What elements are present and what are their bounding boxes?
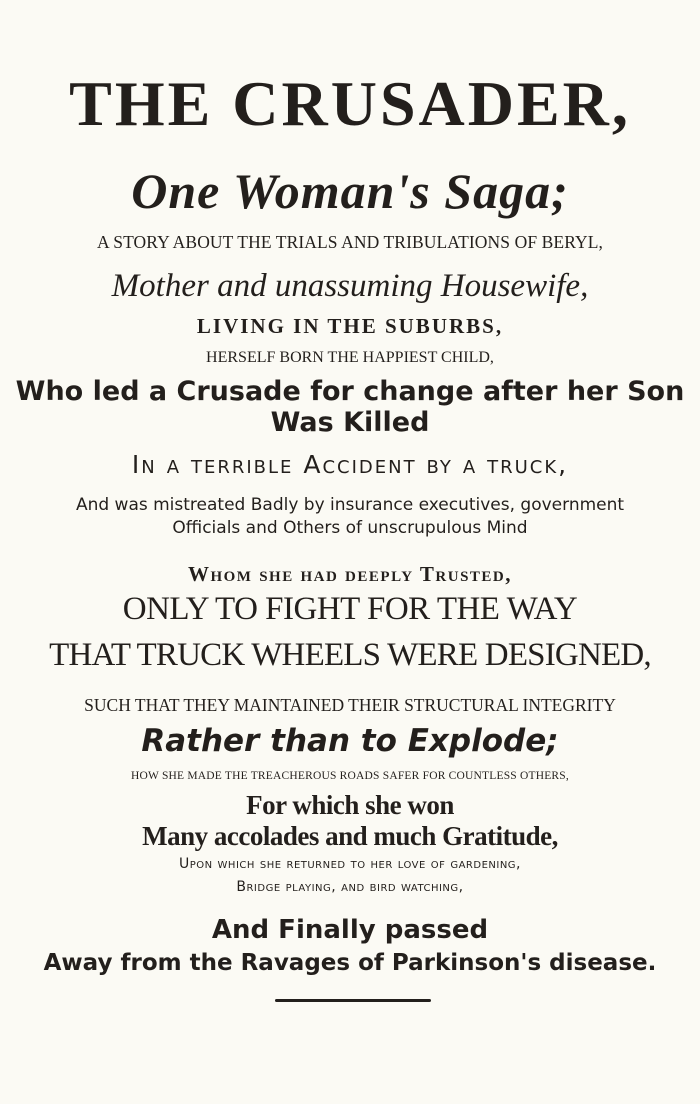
document-subtitle: One Woman's Saga; [131, 163, 569, 219]
text-line: HERSELF BORN THE HAPPIEST CHILD, [206, 349, 494, 366]
text-line: Mother and unassuming Housewife, [111, 268, 589, 304]
text-line: SUCH THAT THEY MAINTAINED THEIR STRUCTURAL INTEGRITY [84, 695, 616, 715]
text-line: HOW SHE MADE THE TREACHEROUS ROADS SAFER FOR COUNTLESS OTHERS, [131, 770, 569, 782]
text-line: Many accolades and much Gratitude, [142, 821, 558, 851]
text-line: ONLY TO FIGHT FOR THE WAY [122, 591, 578, 627]
text-line: And was mistreated Badly by insurance executives, government [75, 495, 625, 515]
text-line: Was Killed [270, 407, 430, 438]
text-line: Officials and Others of unscrupulous Mind [172, 518, 528, 538]
text-line: For which she won [246, 790, 454, 820]
text-line: Bridge playing, and bird watching, [236, 879, 464, 895]
text-line: Rather than to Explode; [141, 723, 559, 759]
text-line: Who led a Crusade for change after her Son [15, 376, 685, 407]
closing-rule [275, 999, 431, 1002]
text-line: THAT TRUCK WHEELS WERE DESIGNED, [49, 637, 651, 673]
text-line: A STORY ABOUT THE TRIALS AND TRIBULATIONS OF BERYL, [96, 232, 604, 252]
document-title: THE CRUSADER, [69, 68, 631, 139]
text-line: Away from the Ravages of Parkinson's disease. [43, 950, 657, 976]
text-line: LIVING IN THE SUBURBS, [196, 314, 504, 338]
text-line: And Finally passed [211, 915, 489, 945]
text-line: Whom she had deeply Trusted, [187, 562, 513, 586]
text-line: Upon which she returned to her love of gardening, [178, 856, 522, 872]
text-line: In a terrible Accident by a truck, [131, 450, 569, 479]
